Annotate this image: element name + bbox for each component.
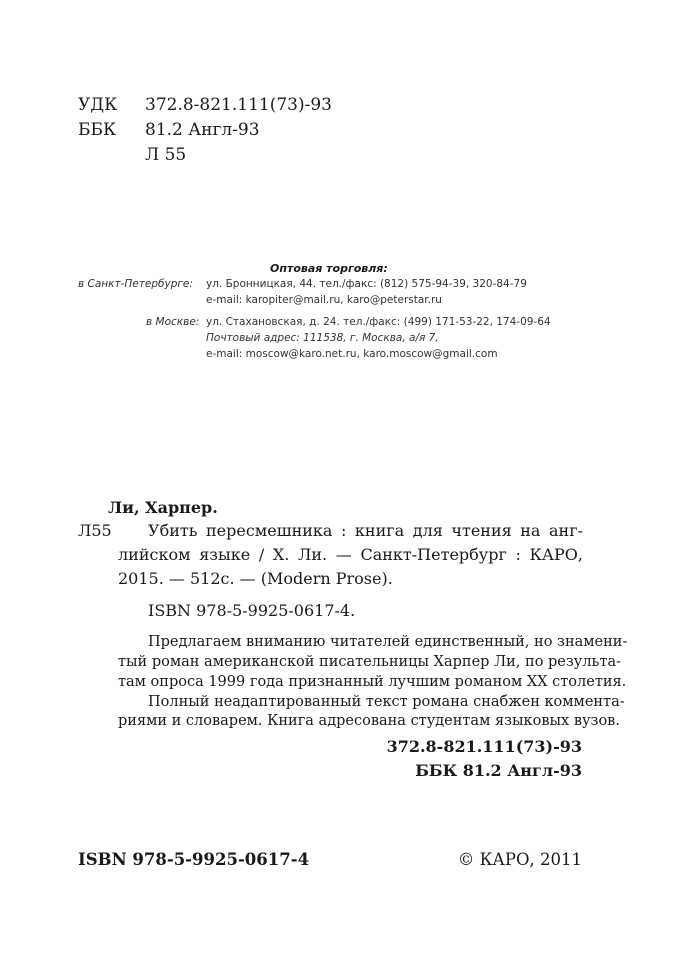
- udk-label: УДК: [78, 95, 118, 115]
- record-isbn: ISBN 978-5-9925-0617-4.: [148, 601, 356, 620]
- bbk-value: 81.2 Англ-93: [145, 120, 260, 140]
- annotation-line-3: там опроса 1999 года признанный лучшим романом ХХ столетия.: [118, 674, 627, 690]
- annotation-udk-code: 372.8-821.111(73)-93: [386, 737, 582, 756]
- wholesale-title: Оптовая торговля:: [270, 262, 388, 275]
- author-mark: Л 55: [145, 145, 187, 165]
- spb-address: ул. Бронницкая, 44. тел./факс: (812) 575-94-39, 320-84-79: [206, 278, 527, 290]
- moscow-email: e-mail: moscow@karo.net.ru, karo.moscow@gmail.com: [206, 348, 498, 360]
- record-code: Л55: [78, 521, 112, 540]
- moscow-city-label: в Москве:: [146, 316, 200, 328]
- annotation-bbk-code: ББК 81.2 Англ-93: [415, 761, 582, 780]
- annotation-line-2: тый роман американской писательницы Харпер Ли, по результа-: [118, 654, 622, 670]
- bbk-label: ББК: [78, 120, 117, 140]
- record-line-3: 2015. — 512с. — (Modern Prose).: [118, 569, 393, 588]
- record-line-1: Убить пересмешника : книга для чтения на анг-: [148, 521, 583, 540]
- spb-city-label: в Санкт-Петербурге:: [78, 278, 193, 290]
- annotation-line-1: Предлагаем вниманию читателей единственный, но знамени-: [148, 634, 628, 650]
- annotation-line-4: Полный неадаптированный текст романа снабжен коммента-: [148, 694, 625, 710]
- udk-value: 372.8-821.111(73)-93: [145, 95, 332, 115]
- moscow-address: ул. Стахановская, д. 24. тел./факс: (499) 171-53-22, 174-09-64: [206, 316, 551, 328]
- spb-email: e-mail: karopiter@mail.ru, karo@peterstar.ru: [206, 294, 442, 306]
- footer-isbn: ISBN 978-5-9925-0617-4: [78, 850, 310, 869]
- record-author-heading: Ли, Харпер.: [108, 498, 218, 517]
- annotation-line-5: риями и словарем. Книга адресована студентам языковых вузов.: [118, 713, 620, 729]
- moscow-postal: Почтовый адрес: 111538, г. Москва, а/я 7,: [206, 332, 439, 344]
- record-line-2: лийском языке / Х. Ли. — Санкт-Петербург : КАРО,: [118, 545, 583, 564]
- footer-copyright: © КАРО, 2011: [457, 850, 582, 869]
